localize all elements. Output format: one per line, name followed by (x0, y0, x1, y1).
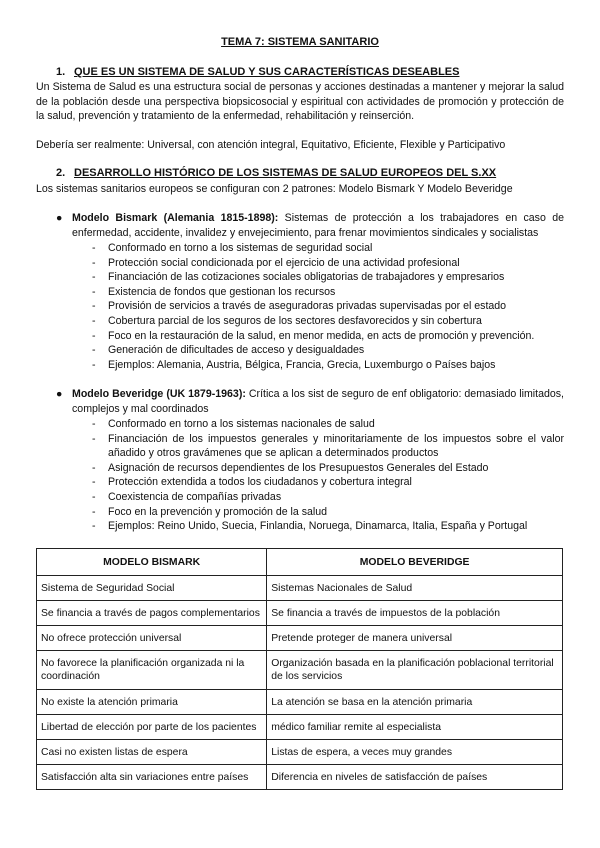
section-1-ideal: Debería ser realmente: Universal, con atención integral, Equitativo, Eficiente, Flexible y Participativo (36, 139, 506, 151)
table-cell: Libertad de elección por parte de los pacientes (37, 715, 267, 740)
table-cell: Se financia a través de impuestos de la población (267, 601, 563, 626)
table-cell: No favorece la planificación organizada ni la coordinación (37, 651, 267, 690)
table-row (37, 690, 563, 715)
list-item: - Protección extendida a todos los ciudadanos y cobertura integral (92, 476, 412, 489)
list-item: - Conformado en torno a los sistemas de seguridad social (92, 242, 373, 254)
list-item: - Foco en la prevención y promoción de la salud (92, 505, 328, 518)
section-2-title: DESARROLLO HISTÓRICO DE LOS SISTEMAS DE SALUD EUROPEOS DEL S.XX (74, 167, 497, 179)
beveridge-desc: Crítica a los sist de seguro de enf obligatorio: demasiado limitados, complejos y mal coordinados (72, 388, 564, 415)
section-1-heading (56, 66, 459, 78)
table-row (37, 601, 563, 626)
list-item: - Provisión de servicios a través de aseguradoras privadas supervisadas por el estado (92, 300, 507, 313)
list-item: - Generación de dificultades de acceso y desigualdades (92, 344, 365, 357)
list-item: - Coexistencia de compañías privadas (92, 490, 282, 503)
bullet-dot: ● (56, 212, 63, 224)
comparison-table (36, 548, 563, 790)
bismark-name: Modelo Bismark (Alemania 1815-1898): (72, 212, 279, 224)
list-item: - Cobertura parcial de los seguros de los sectores desfavorecidos y sin cobertura (92, 314, 482, 327)
section-1-title: QUE ES UN SISTEMA DE SALUD Y SUS CARACTERÍSTICAS DESEABLES (74, 66, 460, 78)
list-item: - Financiación de los impuestos generales y minoritariamente de los impuestos sobre el valor añadido y otros gravámenes que se aplican a determinados productos (92, 432, 564, 460)
table-row (37, 651, 563, 690)
list-item: - Financiación de las cotizaciones sociales obligatorias de trabajadores y empresarios (92, 271, 505, 284)
table-row (37, 765, 563, 790)
list-item: - Ejemplos: Reino Unido, Suecia, Finlandia, Noruega, Dinamarca, Italia, España y Portugal (92, 520, 528, 533)
section-2-heading (56, 167, 496, 179)
header-bismark: MODELO BISMARK (37, 549, 267, 576)
table-cell: Diferencia en niveles de satisfacción de países (267, 765, 563, 790)
table-cell: médico familiar remite al especialista (267, 715, 563, 740)
table-row (37, 740, 563, 765)
beveridge-name: Modelo Beveridge (UK 1879-1963): (72, 388, 246, 400)
section-2-number: 2. (56, 167, 66, 179)
table-cell: Se financia a través de pagos complementarios (37, 601, 267, 626)
table-header-row (37, 549, 563, 576)
list-item: - Ejemplos: Alemania, Austria, Bélgica, Francia, Grecia, Luxemburgo o Países bajos (92, 358, 496, 371)
table-row (37, 576, 563, 601)
bullet-dot: ● (56, 388, 63, 400)
beveridge-bullet (58, 387, 564, 416)
table-cell: No ofrece protección universal (37, 626, 267, 651)
table-cell: La atención se basa en la atención primaria (267, 690, 563, 715)
list-item: - Conformado en torno a los sistemas nacionales de salud (92, 418, 375, 430)
page-title: TEMA 7: SISTEMA SANITARIO (221, 36, 379, 48)
table-cell: Pretende proteger de manera universal (267, 626, 563, 651)
table-row (37, 626, 563, 651)
table-cell: Sistemas Nacionales de Salud (267, 576, 563, 601)
table-cell: Satisfacción alta sin variaciones entre países (37, 765, 267, 790)
list-item: - Foco en la restauración de la salud, en menor medida, en acts de promoción y prevención. (92, 329, 535, 342)
table-cell: Casi no existen listas de espera (37, 740, 267, 765)
beveridge-list (92, 417, 564, 534)
section-1-number: 1. (56, 66, 66, 78)
list-item: - Asignación de recursos dependientes de los Presupuestos Generales del Estado (92, 461, 489, 474)
list-item: - Protección social condicionada por el ejercicio de una actividad profesional (92, 256, 460, 269)
bismark-bullet (58, 211, 564, 240)
bismark-list (92, 241, 564, 372)
table-cell: No existe la atención primaria (37, 690, 267, 715)
section-2-intro: Los sistemas sanitarios europeos se configuran con 2 patrones: Modelo Bismark Y Modelo Beveridge (36, 183, 513, 195)
section-1-paragraph: Un Sistema de Salud es una estructura social de personas y acciones destinadas a mantener y mejorar la salud de la población desde una perspectiva biopsicosocial y espiritual con actividades de promoción y protección de la salud, prevención y tratamiento de la enfermedad, rehabilitación y reinserción. (36, 81, 564, 122)
table-cell: Organización basada en la planificación poblacional territorial de los servicios (267, 651, 563, 690)
list-item: - Existencia de fondos que gestionan los recursos (92, 285, 336, 298)
table-cell: Listas de espera, a veces muy grandes (267, 740, 563, 765)
header-beveridge: MODELO BEVERIDGE (267, 549, 563, 576)
table-cell: Sistema de Seguridad Social (37, 576, 267, 601)
table-row (37, 715, 563, 740)
bismark-desc: Sistemas de protección a los trabajadores en caso de enfermedad, accidente, invalidez y envejecimiento, para frenar movimientos sindicales y socialistas (72, 212, 564, 239)
